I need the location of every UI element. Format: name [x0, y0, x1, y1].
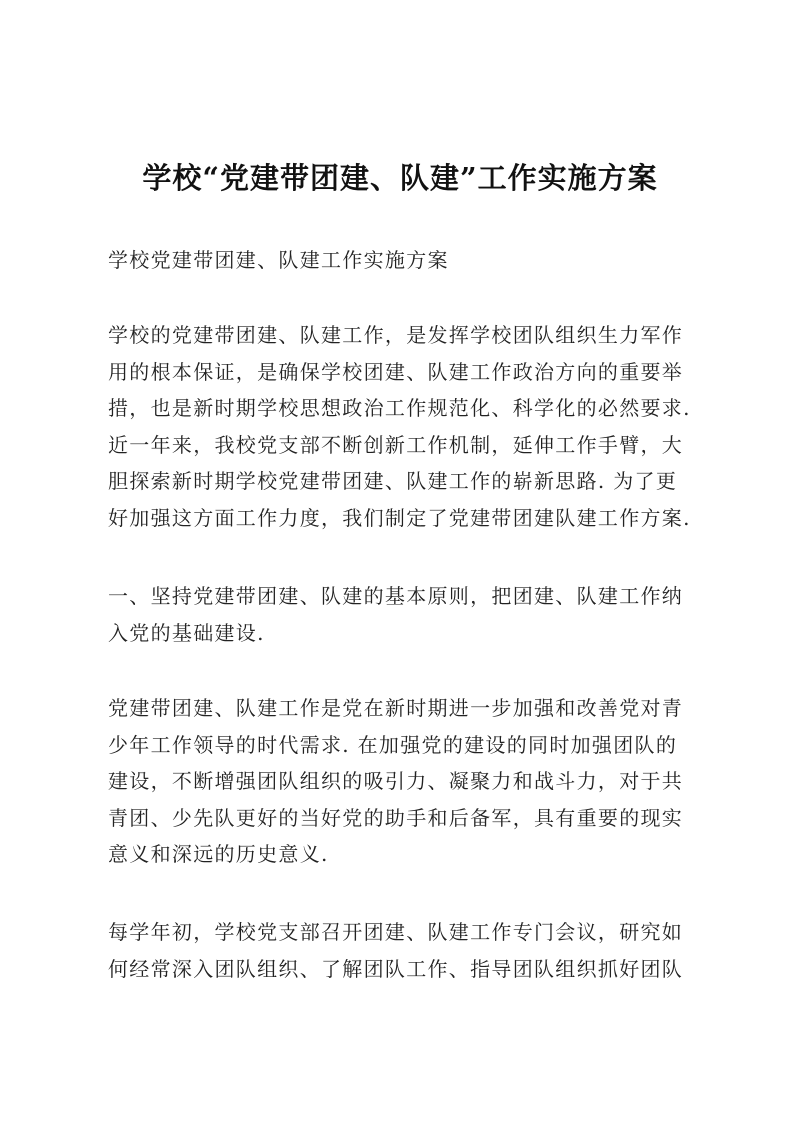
document-subtitle: 学校党建带团建、队建工作实施方案: [108, 248, 449, 272]
paragraph-4: [108, 914, 693, 987]
text-line: 建设，不断增强团队组织的吸引力、凝聚力和战斗力，对于共: [108, 769, 684, 794]
text-line: 入党的基础建设.: [108, 620, 265, 645]
text-line: 学校的党建带团建、队建工作，是发挥学校团队组织生力军作: [108, 323, 684, 347]
text-line: 好加强这方面工作力度，我们制定了党建带团建队建工作方案.: [108, 505, 691, 530]
text-line: 一、坚持党建带团建、队建的基本原则，把团建、队建工作纳: [108, 584, 684, 608]
paragraph-2-section-heading: [108, 578, 693, 651]
text-line: 每学年初，学校党支部召开团建、队建工作专门会议，研究如: [108, 920, 684, 944]
text-line: 用的根本保证，是确保学校团建、队建工作政治方向的重要举: [108, 359, 684, 384]
text-line: 措，也是新时期学校思想政治工作规范化、科学化的必然要求.: [108, 396, 691, 421]
paragraph-3: [108, 690, 693, 873]
document-title: 学校“党建带团建、队建”工作实施方案: [142, 161, 658, 195]
text-line: 党建带团建、队建工作是党在新时期进一步加强和改善党对青: [108, 696, 684, 720]
text-line: 近一年来，我校党支部不断创新工作机制，延伸工作手臂，大: [108, 432, 684, 457]
text-line: 何经常深入团队组织、了解团队工作、指导团队组织抓好团队: [108, 956, 684, 981]
paragraph-1: [108, 317, 693, 537]
text-line: 少年工作领导的时代需求. 在加强党的建设的同时加强团队的: [108, 732, 678, 757]
text-line: 意义和深远的历史意义.: [108, 842, 329, 867]
text-line: 青团、少先队更好的当好党的助手和后备军，具有重要的现实: [108, 805, 684, 830]
text-line: 胆探索新时期学校党建带团建、队建工作的崭新思路. 为了更: [108, 469, 678, 494]
